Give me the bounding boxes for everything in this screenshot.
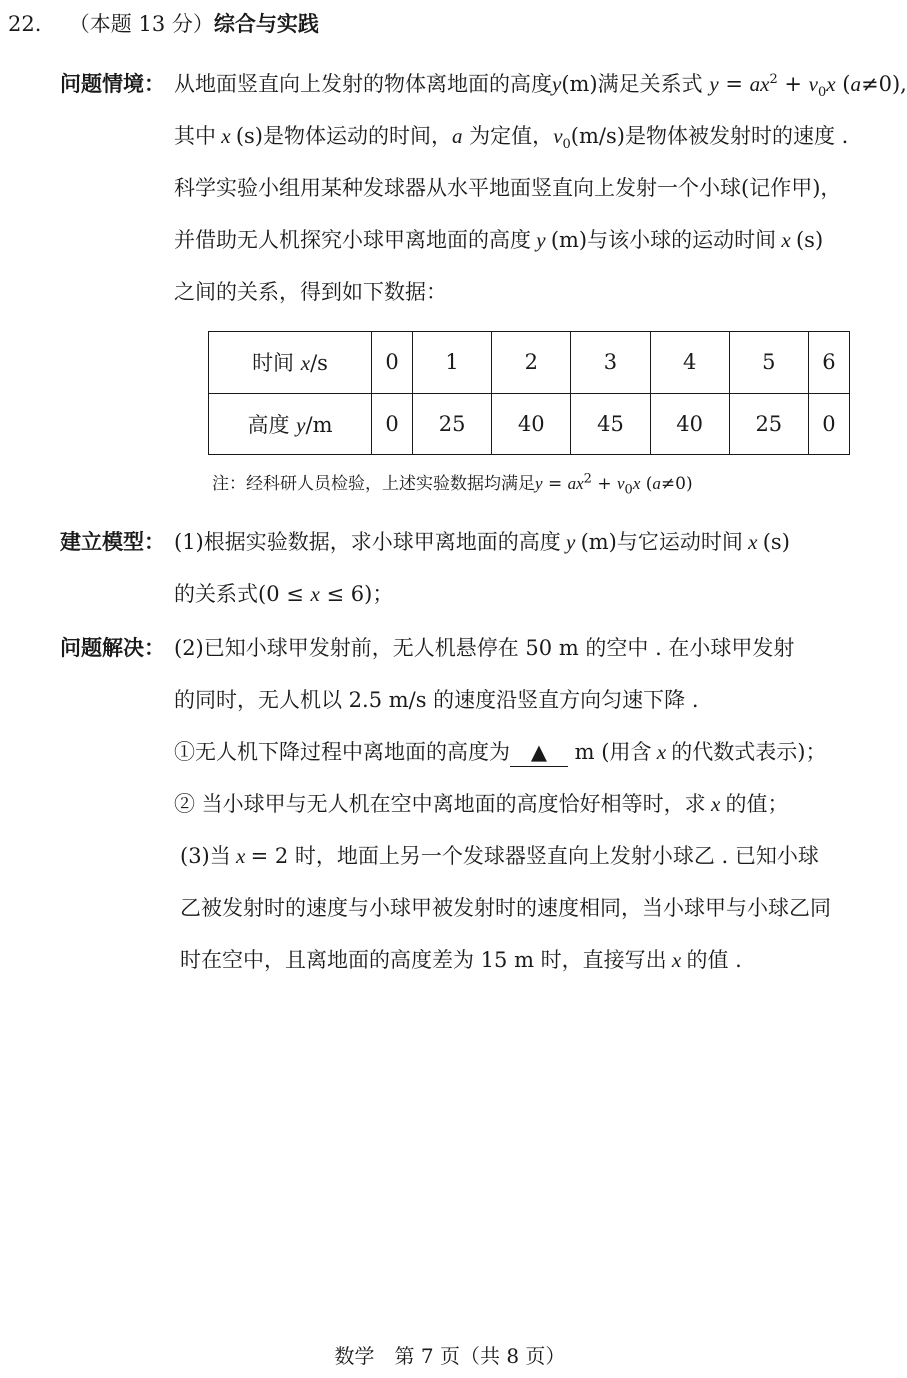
table-cell: 2 (492, 332, 571, 394)
table-cell: 1 (413, 332, 492, 394)
solve-line-3: ①无人机下降过程中离地面的高度为 ▲ m (用含 x 的代数式表示)； (174, 738, 827, 767)
solve-line-2: 的同时，无人机以 2.5 m/s 的速度沿竖直方向匀速下降 . (174, 688, 699, 712)
table-cell: 45 (571, 393, 650, 455)
table-cell: 0 (808, 393, 849, 455)
situation-line-5: 之间的关系，得到如下数据： (174, 280, 447, 304)
solve-line-5: (3)当 x = 2 时，地面上另一个发球器竖直向上发射小球乙 . 已知小球 (180, 844, 819, 868)
table-cell: 40 (492, 393, 571, 455)
table-cell: 25 (413, 393, 492, 455)
answer-blank[interactable] (510, 738, 568, 767)
question-title: 综合与实践 (213, 12, 319, 36)
model-line-2: 的关系式(0 ≤ x ≤ 6)； (174, 582, 394, 606)
situation-line-1: 从地面竖直向上发射的物体离地面的高度y(m)满足关系式 $y = ax^2 + v_0x$ (a≠0), (174, 72, 907, 101)
data-table (208, 331, 850, 455)
table-cell: 4 (650, 332, 729, 394)
solve-line-4: ② 当小球甲与无人机在空中离地面的高度恰好相等时，求 x 的值； (174, 792, 789, 816)
page-footer: 数学 第 7 页（共 8 页） (334, 1344, 566, 1368)
solve-line-1: (2)已知小球甲发射前，无人机悬停在 50 m 的空中 . 在小球甲发射 (174, 636, 795, 660)
table-header-height: 高度 y/m (209, 393, 372, 455)
motion-formula: $y = ax^2 + v_0x$ (a≠0), (709, 72, 907, 101)
model-line-1: (1)根据实验数据，求小球甲离地面的高度 y (m)与它运动时间 x (s) (174, 530, 790, 554)
table-cell: 25 (729, 393, 808, 455)
table-cell: 6 (808, 332, 849, 394)
table-note: 注：经科研人员检验，上述实验数据均满足$y = ax^2 + v_0x$ (a≠0) (212, 471, 693, 498)
table-cell: 5 (729, 332, 808, 394)
table-cell: 40 (650, 393, 729, 455)
question-number: 22. (8, 12, 42, 36)
question-header (8, 10, 319, 38)
solve-label: 问题解决： (60, 636, 165, 660)
table-cell: 3 (571, 332, 650, 394)
table-row-height (209, 393, 850, 455)
situation-line-3: 科学实验小组用某种发球器从水平地面竖直向上发射一个小球(记作甲)， (174, 176, 842, 200)
model-label: 建立模型： (60, 530, 165, 554)
situation-line-4: 并借助无人机探究小球甲离地面的高度 y (m)与该小球的运动时间 x (s) (174, 228, 824, 252)
situation-line-2: 其中 x (s)是物体运动的时间，a 为定值，$v_0(m/s)$是物体被发射时的速度 . (174, 124, 849, 153)
table-cell: 0 (372, 393, 413, 455)
question-score: （本题 13 分） (68, 12, 214, 36)
solve-line-6: 乙被发射时的速度与小球甲被发射时的速度相同，当小球甲与小球乙同 (180, 896, 831, 920)
solve-line-7: 时在空中，且离地面的高度差为 15 m 时，直接写出 x 的值 . (180, 948, 742, 972)
table-header-time: 时间 x/s (209, 332, 372, 394)
triangle-icon: ▲ (530, 740, 548, 764)
table-cell: 0 (372, 332, 413, 394)
table-row-time (209, 332, 850, 394)
situation-label: 问题情境： (60, 72, 165, 96)
